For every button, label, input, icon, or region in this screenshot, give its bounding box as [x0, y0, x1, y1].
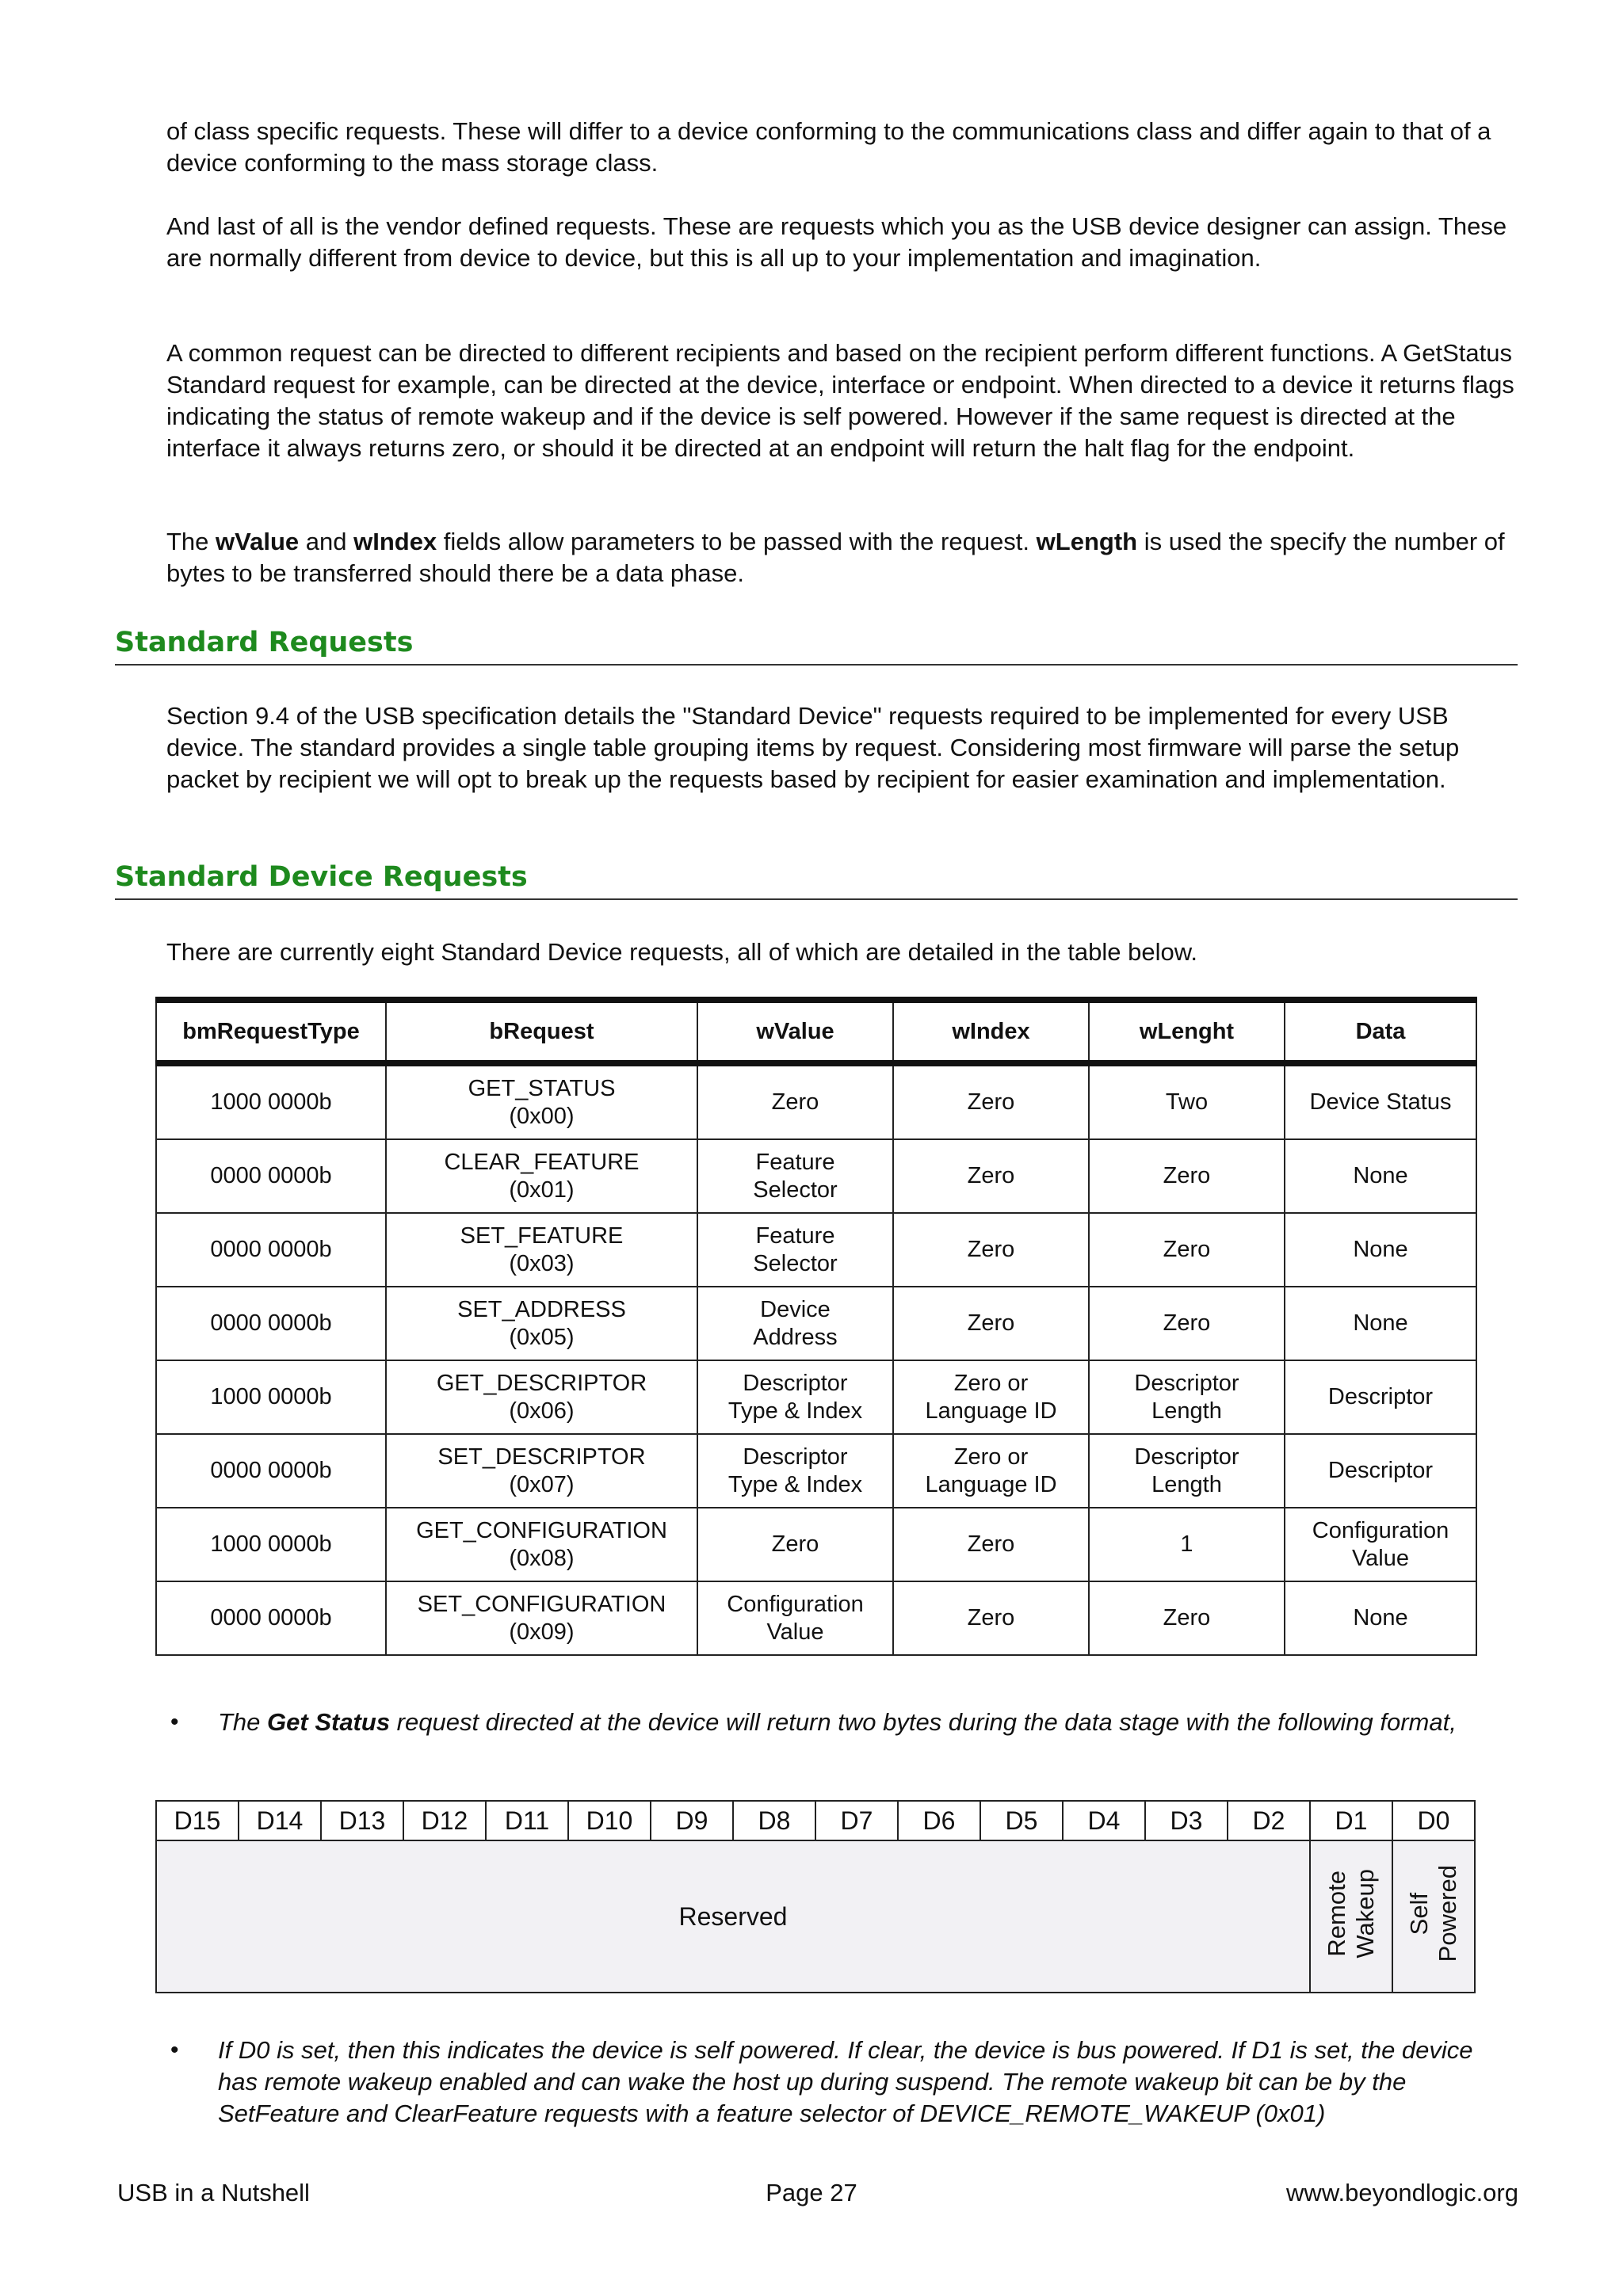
cell-text: Type & Index — [727, 1471, 863, 1497]
bullet-d0-d1-explanation — [170, 2035, 1494, 2130]
cell-text: (0x06) — [509, 1398, 575, 1424]
footer-title: USB in a Nutshell — [117, 2179, 310, 2206]
cell-wlength — [1089, 1434, 1285, 1508]
cell-brequest — [386, 1360, 697, 1434]
label-line: Powered — [1434, 1864, 1461, 1962]
cell-text: (0x09) — [509, 1619, 575, 1645]
cell-text: 0000 0000b — [210, 1458, 332, 1483]
cell-windex — [893, 1434, 1089, 1508]
bit-label-d9: D9 — [651, 1801, 733, 1840]
cell-text: Zero — [967, 1605, 1015, 1630]
bullet-get-status — [170, 1707, 1494, 1738]
paragraph-section-9-4: Section 9.4 of the USB specification details the "Standard Device" requests required to be implemented for every USB device. The standard provides a single table grouping items by request. Considering most firmware will parse the setup packet by recipient we will opt to break up the requests based by recipient for easier examination and implementation. — [166, 702, 1460, 793]
p4-text: is used the specify the number of bytes to be transferred should there be a data phase. — [166, 528, 1505, 587]
paragraph-eight-requests: There are currently eight Standard Device requests, all of which are detailed in the table below. — [166, 938, 1198, 966]
cell-wvalue — [697, 1063, 893, 1139]
cell-text: Language ID — [925, 1398, 1057, 1424]
p4-text: and — [299, 528, 354, 555]
cell-bmrequesttype — [156, 1434, 386, 1508]
cell-wlength — [1089, 1581, 1285, 1655]
bit-label-d5: D5 — [980, 1801, 1063, 1840]
bit-label-d11: D11 — [486, 1801, 568, 1840]
cell-data — [1285, 1139, 1476, 1213]
cell-wlength — [1089, 1360, 1285, 1434]
bullet1-get-status: Get Status — [267, 1708, 391, 1736]
cell-text: Length — [1151, 1398, 1222, 1424]
table-row — [156, 1360, 1476, 1434]
cell-brequest — [386, 1063, 697, 1139]
cell-text: (0x07) — [509, 1471, 575, 1497]
cell-text: 0000 0000b — [210, 1605, 332, 1630]
cell-text: Zero — [967, 1089, 1015, 1115]
p4-text: The — [166, 528, 216, 555]
cell-wvalue — [697, 1360, 893, 1434]
bit-label-d10: D10 — [568, 1801, 651, 1840]
bit-label-d0: D0 — [1392, 1801, 1475, 1840]
reserved-bits-cell: Reserved — [156, 1840, 1310, 1993]
bit-label-d7: D7 — [815, 1801, 898, 1840]
cell-text: Length — [1151, 1471, 1222, 1497]
cell-text: CLEAR_FEATURE — [444, 1149, 640, 1175]
bit-label-d6: D6 — [898, 1801, 980, 1840]
cell-text: 0000 0000b — [210, 1163, 332, 1188]
cell-text: Address — [753, 1324, 838, 1350]
cell-windex — [893, 1360, 1089, 1434]
header-brequest: bRequest — [386, 1000, 697, 1063]
cell-brequest — [386, 1434, 697, 1508]
paragraph-class-requests: of class specific requests. These will differ to a device conforming to the communications class and differ again to that of a device conforming to the mass storage class. — [166, 117, 1491, 177]
cell-text: Descriptor — [1134, 1444, 1239, 1470]
paragraph-wvalue-windex — [166, 526, 1522, 589]
cell-text: Two — [1165, 1089, 1209, 1115]
table-row — [156, 1287, 1476, 1360]
cell-data — [1285, 1063, 1476, 1139]
cell-windex — [893, 1508, 1089, 1581]
bit-label-d3: D3 — [1145, 1801, 1228, 1840]
cell-text: 1 — [1180, 1531, 1193, 1557]
cell-bmrequesttype — [156, 1139, 386, 1213]
table-header-row — [156, 1000, 1476, 1063]
bit-label-d8: D8 — [733, 1801, 815, 1840]
table-row — [156, 1434, 1476, 1508]
cell-text: Descriptor — [743, 1370, 848, 1396]
cell-text: Zero — [967, 1163, 1015, 1188]
cell-text: (0x05) — [509, 1324, 575, 1350]
remote-wakeup-cell — [1310, 1840, 1392, 1993]
cell-bmrequesttype — [156, 1213, 386, 1287]
cell-text: GET_DESCRIPTOR — [436, 1370, 647, 1396]
p4-text: fields allow parameters to be passed with the request. — [437, 528, 1037, 555]
cell-text: Feature — [755, 1222, 835, 1249]
table-row — [156, 1581, 1476, 1655]
cell-text: GET_CONFIGURATION — [416, 1517, 667, 1543]
cell-text: (0x01) — [509, 1177, 575, 1203]
cell-text: Zero — [1163, 1163, 1211, 1188]
cell-text: Zero — [967, 1310, 1015, 1336]
cell-text: 0000 0000b — [210, 1237, 332, 1262]
cell-text: Zero — [967, 1237, 1015, 1262]
cell-windex — [893, 1063, 1089, 1139]
footer-page-number: Page 27 — [766, 2179, 857, 2206]
cell-windex — [893, 1139, 1089, 1213]
cell-wvalue — [697, 1213, 893, 1287]
self-powered-label — [1405, 1865, 1462, 1962]
keyword-windex: wIndex — [353, 528, 437, 555]
cell-text: Value — [766, 1619, 824, 1645]
cell-text: Selector — [753, 1177, 838, 1203]
cell-text: (0x08) — [509, 1545, 575, 1571]
cell-text: 1000 0000b — [210, 1384, 332, 1409]
cell-text: Zero or — [953, 1370, 1029, 1396]
cell-brequest — [386, 1287, 697, 1360]
cell-text: Configuration — [1312, 1517, 1449, 1543]
cell-text: SET_FEATURE — [460, 1222, 624, 1249]
cell-text: Descriptor — [1327, 1384, 1434, 1409]
cell-text: Zero — [1163, 1605, 1211, 1630]
keyword-wvalue: wValue — [216, 528, 300, 555]
header-windex: wIndex — [893, 1000, 1089, 1063]
bullet-dot-icon: • — [170, 1709, 179, 1735]
cell-bmrequesttype — [156, 1508, 386, 1581]
cell-text: Zero or — [953, 1444, 1029, 1470]
cell-text: None — [1353, 1605, 1408, 1630]
header-data: Data — [1285, 1000, 1476, 1063]
cell-wlength — [1089, 1063, 1285, 1139]
cell-text: Type & Index — [727, 1398, 863, 1424]
bit-label-d2: D2 — [1228, 1801, 1310, 1840]
footer-website: www.beyondlogic.org — [1286, 2179, 1518, 2206]
cell-text: SET_CONFIGURATION — [417, 1591, 666, 1617]
bullet1-text: The — [218, 1708, 268, 1736]
cell-text: SET_DESCRIPTOR — [437, 1444, 646, 1470]
table-row — [156, 1213, 1476, 1287]
cell-windex — [893, 1287, 1089, 1360]
cell-text: GET_STATUS — [468, 1075, 616, 1101]
label-line: Self — [1405, 1892, 1433, 1935]
cell-text: Device — [760, 1296, 831, 1322]
cell-wvalue — [697, 1581, 893, 1655]
cell-text: Zero — [967, 1531, 1015, 1557]
bullet2-text: If D0 is set, then this indicates the device is self powered. If clear, the device is bus powered. If D1 is set, the device has remote wakeup enabled and can wake the host up during suspend. The remote wakeup bit can be by the SetFeature and ClearFeature requests with a feature selector of DEVICE_REMOTE_WAKEUP (0x01) — [218, 2036, 1473, 2127]
cell-wvalue — [697, 1139, 893, 1213]
bit-label-d1: D1 — [1310, 1801, 1392, 1840]
self-powered-cell — [1392, 1840, 1475, 1993]
cell-text: None — [1353, 1163, 1408, 1188]
cell-bmrequesttype — [156, 1287, 386, 1360]
cell-wlength — [1089, 1287, 1285, 1360]
bit-label-d4: D4 — [1063, 1801, 1145, 1840]
heading-standard-requests: Standard Requests — [115, 624, 1518, 666]
cell-brequest — [386, 1581, 697, 1655]
cell-text: Selector — [753, 1250, 838, 1276]
cell-data — [1285, 1508, 1476, 1581]
paragraph-common-request: A common request can be directed to different recipients and based on the recipient perform different functions. A GetStatus Standard request for example, can be directed at the device, interface or endpoint. When directed to a device it returns flags indicating the status of remote wakeup and if the device is self powered. However if the same request is directed at the interface it always returns zero, or should it be directed at an endpoint will return the halt flag for the endpoint. — [166, 339, 1514, 462]
table-row — [156, 1508, 1476, 1581]
cell-text: Feature — [755, 1149, 835, 1175]
bit-meaning-row — [156, 1840, 1475, 1993]
cell-text: 1000 0000b — [210, 1089, 332, 1115]
status-bits-table — [155, 1800, 1476, 1993]
cell-wvalue — [697, 1287, 893, 1360]
cell-data — [1285, 1581, 1476, 1655]
bullet-dot-icon: • — [170, 2037, 179, 2063]
cell-windex — [893, 1581, 1089, 1655]
cell-brequest — [386, 1508, 697, 1581]
cell-text: Value — [1351, 1545, 1410, 1571]
cell-text: Descriptor — [1134, 1370, 1239, 1396]
bit-number-row — [156, 1801, 1475, 1840]
cell-wlength — [1089, 1508, 1285, 1581]
bit-label-d13: D13 — [321, 1801, 403, 1840]
standard-device-requests-table — [155, 997, 1477, 1656]
cell-text: 0000 0000b — [210, 1310, 332, 1336]
cell-text: Zero — [771, 1089, 819, 1115]
cell-text: Language ID — [925, 1471, 1057, 1497]
bit-label-d14: D14 — [239, 1801, 321, 1840]
cell-bmrequesttype — [156, 1360, 386, 1434]
cell-text: Descriptor — [743, 1444, 848, 1470]
cell-data — [1285, 1434, 1476, 1508]
header-wlength: wLenght — [1089, 1000, 1285, 1063]
cell-wvalue — [697, 1508, 893, 1581]
cell-wlength — [1089, 1213, 1285, 1287]
table-body — [156, 1063, 1476, 1655]
cell-data — [1285, 1287, 1476, 1360]
heading-standard-device-requests: Standard Device Requests — [115, 859, 1518, 900]
cell-text: None — [1353, 1310, 1408, 1336]
bullet1-text: request directed at the device will return two bytes during the data stage with the following format, — [390, 1708, 1457, 1736]
cell-text: Zero — [1163, 1310, 1211, 1336]
cell-brequest — [386, 1139, 697, 1213]
cell-text: SET_ADDRESS — [457, 1296, 626, 1322]
cell-data — [1285, 1360, 1476, 1434]
cell-data — [1285, 1213, 1476, 1287]
cell-brequest — [386, 1213, 697, 1287]
label-line: Remote — [1323, 1870, 1350, 1957]
cell-text: Device Status — [1309, 1089, 1452, 1115]
remote-wakeup-label — [1323, 1869, 1380, 1958]
header-bmrequesttype: bmRequestType — [156, 1000, 386, 1063]
header-wvalue: wValue — [697, 1000, 893, 1063]
label-line: Wakeup — [1351, 1868, 1379, 1958]
cell-bmrequesttype — [156, 1063, 386, 1139]
keyword-wlength: wLength — [1036, 528, 1138, 555]
cell-wlength — [1089, 1139, 1285, 1213]
cell-windex — [893, 1213, 1089, 1287]
cell-text: 1000 0000b — [210, 1531, 332, 1557]
cell-text: Configuration — [727, 1591, 864, 1617]
cell-text: (0x03) — [509, 1250, 575, 1276]
cell-text: (0x00) — [509, 1103, 575, 1129]
cell-wvalue — [697, 1434, 893, 1508]
cell-text: Zero — [771, 1531, 819, 1557]
paragraph-vendor-requests: And last of all is the vendor defined requests. These are requests which you as the USB device designer can assign. These are normally different from device to device, but this is all up to your implementation and imagination. — [166, 212, 1507, 272]
bit-label-d15: D15 — [156, 1801, 239, 1840]
cell-text: Zero — [1163, 1237, 1211, 1262]
table-row — [156, 1139, 1476, 1213]
cell-text: Descriptor — [1327, 1458, 1434, 1483]
cell-bmrequesttype — [156, 1581, 386, 1655]
bit-label-d12: D12 — [403, 1801, 486, 1840]
cell-text: None — [1353, 1237, 1408, 1262]
table-row — [156, 1063, 1476, 1139]
